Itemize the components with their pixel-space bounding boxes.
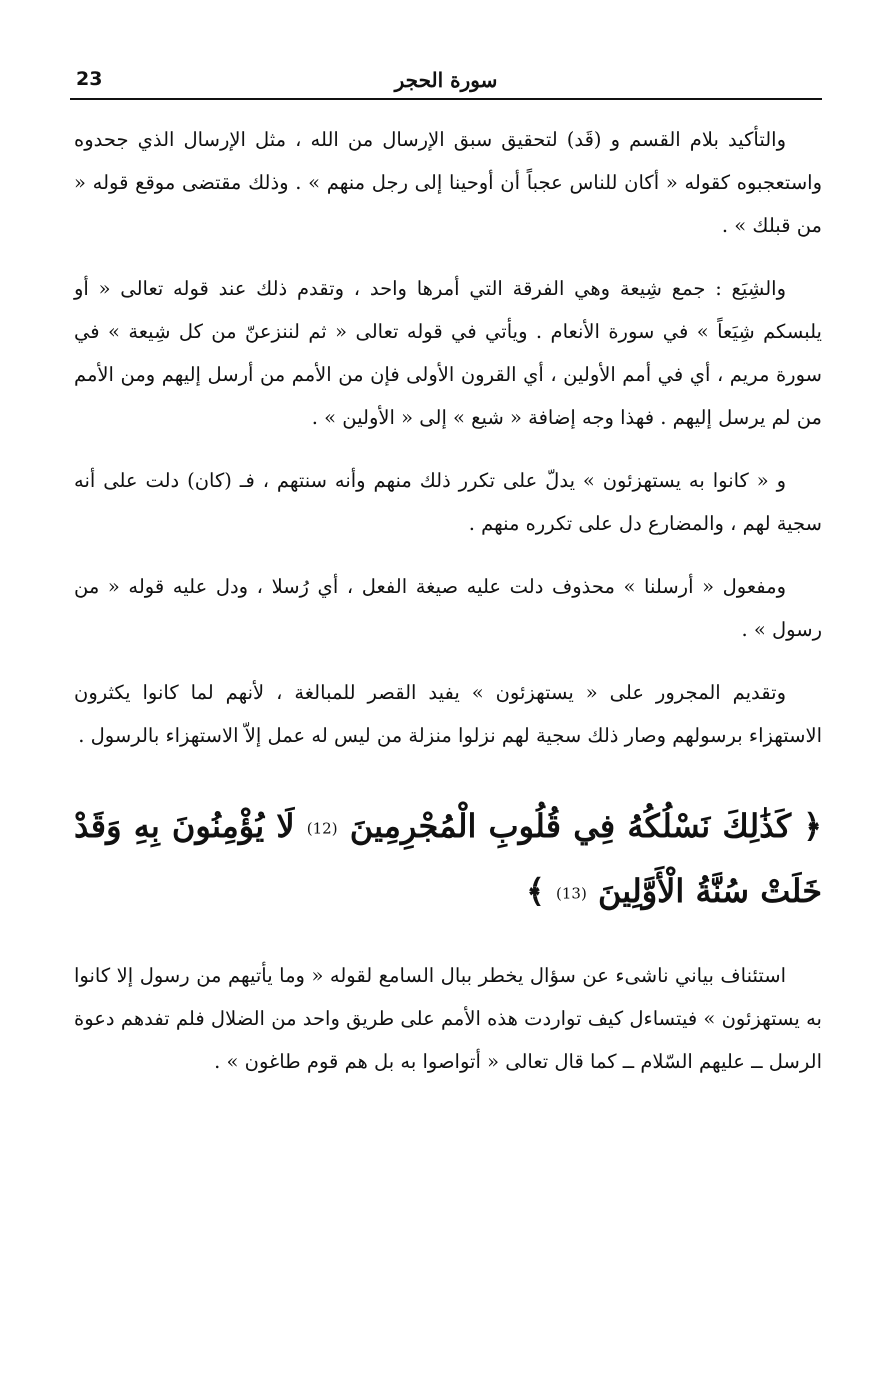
page-header [70,64,822,100]
quran-verse [74,795,822,924]
verse-text-part1: كَذَٰلِكَ نَسْلُكُهُ فِي قُلُوبِ الْمُجْرِمِينَ [349,807,792,845]
paragraph-shiya: والشِيَع : جمع شِيعة وهي الفرقة التي أمرها واحد ، وتقدم ذلك عند قوله تعالى « أو يلبسكم شِيَعاً » في سورة الأنعام . ويأتي في قوله تعالى « ثم لننزعنّ من كل شِيعة » في سورة مريم ، أي في أمم الأولين ، أي القرون الأولى فإن من الأمم من أرسل إليهم ومن الأمم من لم يرسل إليهم . فهذا وجه إضافة « شيع » إلى « الأولين » . [74,277,822,429]
surah-title: سورة الحجر [394,68,498,92]
page-body [74,118,822,1103]
page-number: 23 [76,68,103,90]
paragraph-emphasis: والتأكيد بلام القسم و (قَد) لتحقيق سبق الإرسال من الله ، مثل الإرسال الذي جحدوه واستعجبوه كقوله « أكان للناس عجباً أن أوحينا إلى رجل منهم » . وذلك مقتضى موقع قوله « من قبلك » . [74,128,822,237]
paragraph-object: ومفعول « أرسلنا » محذوف دلت عليه صيغة الفعل ، أي رُسلا ، ودل عليه قوله « من رسول » . [74,575,822,641]
paragraph-precedence: وتقديم المجرور على « يستهزئون » يفيد القصر للمبالغة ، لأنهم لما كانوا يكثرون الاستهزاء برسولهم وصار ذلك سجية لهم نزلوا منزلة من ليس له عمل إلاّ الاستهزاء بالرسول . [74,681,822,747]
verse-close-bracket: ﴾ [526,871,545,910]
paragraph-mockery: و « كانوا به يستهزئون » يدلّ على تكرر ذلك منهم وأنه سنتهم ، فـ (كان) دلت على أنه سجية لهم ، والمضارع دل على تكرره منهم . [74,469,822,535]
paragraph-explanation: استئناف بياني ناشىء عن سؤال يخطر ببال السامع لقوله « وما يأتيهم من رسول إلا كانوا به يستهزئون » فيتساءل كيف تواردت هذه الأمم على طريق واحد من الضلال فلم تفدهم دعوة الرسل ــ عليهم السّلام ــ كما قال تعالى « أتواصوا به بل هم قوم طاغون » . [74,964,822,1073]
verse-number-13: (13) [555,884,587,902]
verse-open-bracket: ﴿ [803,807,822,845]
verse-number-12: (12) [306,819,338,838]
verse-text-part2: لَا يُؤْمِنُونَ بِهِ وَقَدْ خَلَتْ سُنَّةُ الْأَوَّلِينَ [74,807,822,910]
